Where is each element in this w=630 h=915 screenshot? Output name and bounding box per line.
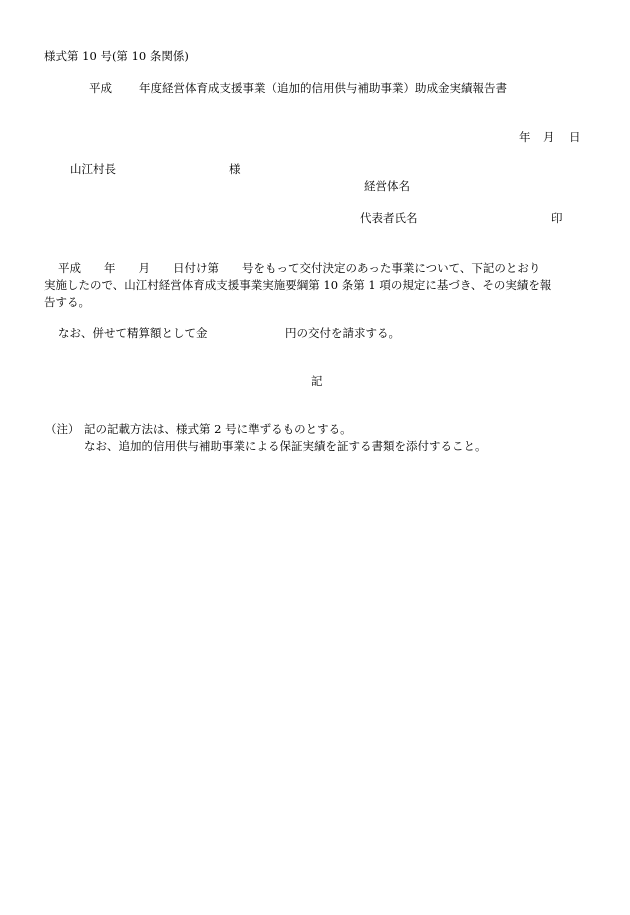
addressee-name: 山江村長 [70, 162, 116, 176]
body-paragraph-2-suffix: 円の交付を請求する。 [285, 326, 400, 340]
addressee-honorific: 様 [229, 162, 241, 176]
body-paragraph-2-prefix: なお、併せて精算額として金 [58, 326, 208, 340]
record-heading: 記 [311, 374, 323, 388]
date-month: 月 [543, 130, 555, 144]
notes-label: （注） [45, 422, 80, 436]
notes-line-2: なお、追加的信用供与補助事業による保証実績を証する書類を添付すること。 [84, 439, 487, 453]
body-paragraph-1-line-3: 告する。 [44, 295, 90, 309]
document-title: 年度経営体育成支援事業（追加的信用供与補助事業）助成金実績報告書 [139, 81, 507, 95]
date-year: 年 [519, 130, 531, 144]
body-paragraph-1-line-2: 実施したので、山江村経営体育成支援事業実施要綱第 10 条第 1 項の規定に基づき、その実績を報 [44, 278, 552, 292]
notes-line-1: 記の記載方法は、様式第 2 号に準ずるものとする。 [84, 422, 352, 436]
seal-mark: 印 [551, 211, 563, 225]
body-paragraph-1-line-1: 平成 年 月 日付け第 号をもって交付決定のあった事業について、下記のとおり [58, 261, 541, 275]
date-day: 日 [569, 130, 581, 144]
entity-name-label: 経営体名 [364, 179, 410, 193]
form-number: 様式第 10 号(第 10 条関係) [44, 49, 189, 63]
title-era: 平成 [89, 81, 112, 95]
representative-label: 代表者氏名 [360, 211, 418, 225]
